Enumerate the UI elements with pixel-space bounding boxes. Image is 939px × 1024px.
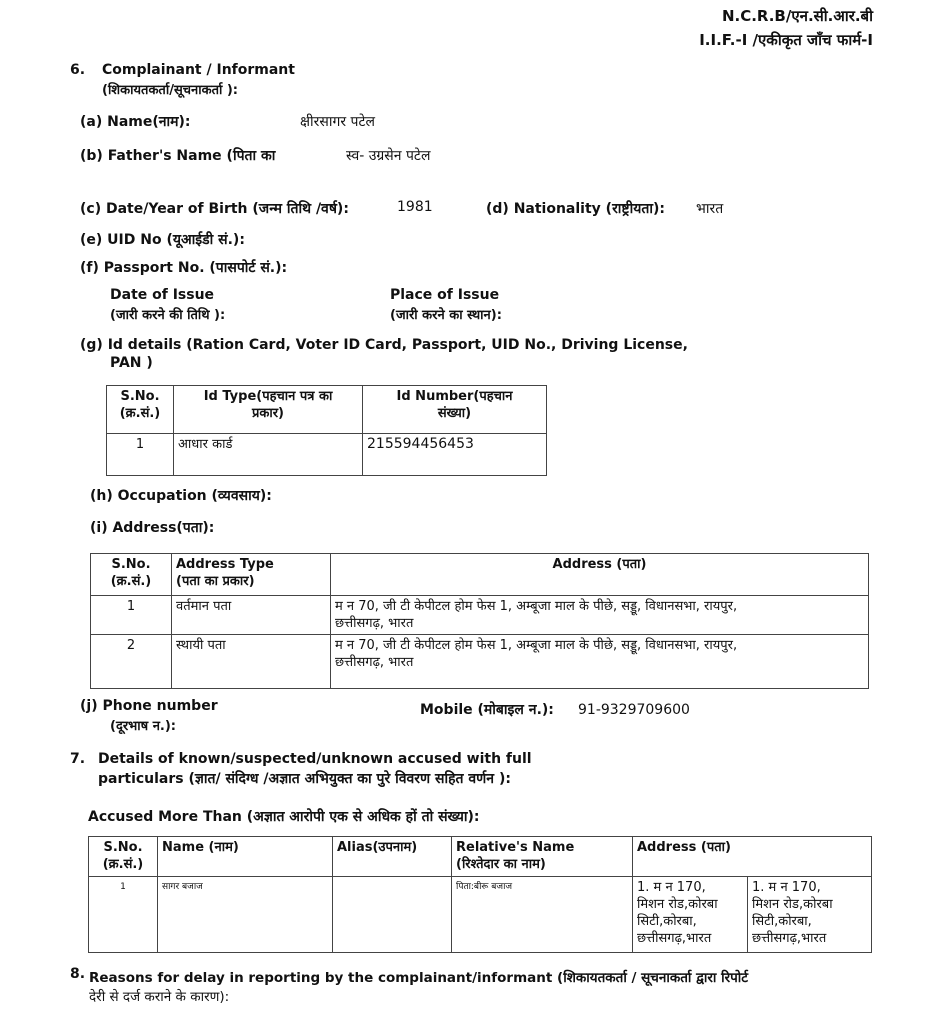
- accused-row-sno: 1: [89, 877, 158, 953]
- field-h-label: (h) Occupation (व्यवसाय):: [90, 488, 272, 504]
- mobile-label: Mobile (मोबाइल न.):: [420, 702, 554, 718]
- header-form-title: I.I.F.-I /एकीकृत जाँच फार्म-I: [699, 31, 873, 49]
- section8-number: 8.: [70, 966, 86, 982]
- section6-title: Complainant / Informant: [102, 62, 295, 78]
- accused-header-relative: Relative's Name (रिश्तेदार का नाम): [452, 837, 633, 877]
- accused-table: [88, 836, 872, 953]
- accused-header-address: Address (पता): [633, 837, 872, 877]
- nationality: भारत: [696, 201, 724, 217]
- header-ncrb: N.C.R.B/एन.सी.आर.बी: [721, 7, 873, 25]
- id-table-header-type: Id Type(पहचान पत्र का प्रकार): [174, 386, 363, 434]
- complainant-name: क्षीरसागर पटेल: [300, 114, 376, 130]
- accused-header-name: Name (नाम): [158, 837, 333, 877]
- accused-header-alias: Alias(उपनाम): [333, 837, 452, 877]
- field-j-label-hi: (दूरभाष न.):: [110, 719, 177, 734]
- date-issue-label-hi: (जारी करने की तिथि ):: [110, 308, 226, 323]
- table-row: [91, 635, 869, 689]
- address-table: [90, 553, 869, 689]
- addr-row-address: म न 70, जी टी केपीटल होम फेस 1, अम्बूजा माल के पीछे, सड्डू, विधानसभा, रायपुर, छत्तीसगढ़, भारत: [331, 635, 869, 689]
- table-row: [107, 434, 547, 476]
- field-i-label: (i) Address(पता):: [90, 520, 215, 536]
- accused-row-name: सागर बजाज: [158, 877, 333, 953]
- field-f-label: (f) Passport No. (पासपोर्ट सं.):: [80, 260, 288, 276]
- section7-title-2: particulars (ज्ञात/ संदिग्ध /अज्ञात अभियुक्त का पुरे विवरण सहित वर्णन ):: [98, 771, 511, 787]
- section6-number: 6.: [70, 62, 86, 78]
- addr-row-type: वर्तमान पता: [172, 596, 331, 635]
- mobile-number: 91-9329709600: [578, 702, 690, 718]
- place-issue-label-hi: (जारी करने का स्थान):: [390, 308, 502, 323]
- addr-table-header-sno: S.No. (क्र.सं.): [91, 554, 172, 596]
- accused-row-address-1: 1. म न 170, मिशन रोड,कोरबा सिटी,कोरबा, छत्तीसगढ़,भारत: [633, 877, 748, 953]
- field-e-label: (e) UID No (यूआईडी सं.):: [80, 232, 245, 248]
- accused-row-alias: [333, 877, 452, 953]
- date-issue-label: Date of Issue: [110, 287, 215, 303]
- id-row-number: 215594456453: [363, 434, 547, 476]
- id-table-header-sno: S.No. (क्र.सं.): [107, 386, 174, 434]
- addr-row-type: स्थायी पता: [172, 635, 331, 689]
- id-row-type: आधार कार्ड: [174, 434, 363, 476]
- addr-table-header-type: Address Type (पता का प्रकार): [172, 554, 331, 596]
- addr-table-header-address: Address (पता): [331, 554, 869, 596]
- section8-title: Reasons for delay in reporting by the complainant/informant (शिकायतकर्ता / सूचनाकर्ता द्वारा रिपोर्ट: [89, 970, 749, 986]
- accused-header-sno: S.No. (क्र.सं.): [89, 837, 158, 877]
- table-row: [91, 596, 869, 635]
- field-a-label: (a) Name(नाम):: [80, 114, 191, 130]
- field-g-label-2: PAN ): [110, 355, 153, 371]
- id-row-sno: 1: [107, 434, 174, 476]
- field-b-label: (b) Father's Name (पिता का: [80, 148, 276, 164]
- accused-more-label: Accused More Than (अज्ञात आरोपी एक से अधिक हों तो संख्या):: [88, 809, 480, 825]
- addr-row-sno: 1: [91, 596, 172, 635]
- section6-title-hi: (शिकायतकर्ता/सूचनाकर्ता ):: [102, 83, 239, 98]
- field-c-label: (c) Date/Year of Birth (जन्म तिथि /वर्ष):: [80, 201, 349, 217]
- table-row: [89, 877, 872, 953]
- section8-title-2: देरी से दर्ज कराने के कारण):: [89, 989, 230, 1005]
- addr-row-address: म न 70, जी टी केपीटल होम फेस 1, अम्बूजा माल के पीछे, सड्डू, विधानसभा, रायपुर, छत्तीसगढ़, भारत: [331, 596, 869, 635]
- birth-year: 1981: [397, 199, 433, 215]
- accused-row-address-2: 1. म न 170, मिशन रोड,कोरबा सिटी,कोरबा, छत्तीसगढ़,भारत: [748, 877, 872, 953]
- id-table-header-number: Id Number(पहचान संख्या): [363, 386, 547, 434]
- field-j-label: (j) Phone number: [80, 698, 218, 714]
- section7-title: Details of known/suspected/unknown accused with full: [98, 751, 532, 767]
- place-issue-label: Place of Issue: [390, 287, 500, 303]
- section7-number: 7.: [70, 751, 86, 767]
- father-name: स्व- उग्रसेन पटेल: [346, 148, 431, 164]
- id-details-table: [106, 385, 547, 476]
- field-d-label: (d) Nationality (राष्ट्रीयता):: [486, 201, 665, 217]
- accused-row-relative: पिता:बीरू बजाज: [452, 877, 633, 953]
- addr-row-sno: 2: [91, 635, 172, 689]
- field-g-label: (g) Id details (Ration Card, Voter ID Card, Passport, UID No., Driving License,: [80, 337, 688, 353]
